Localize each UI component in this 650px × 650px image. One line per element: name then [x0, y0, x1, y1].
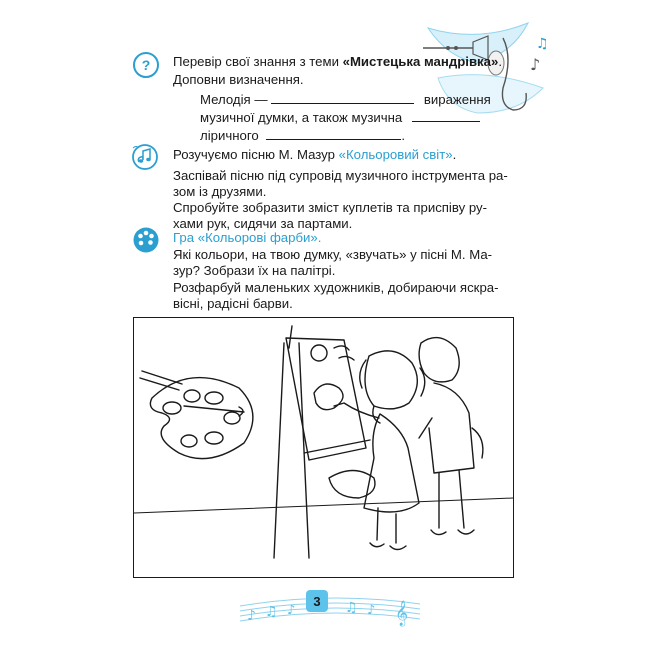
svg-text:♫: ♫ [345, 600, 358, 616]
girl-drawing [329, 351, 425, 550]
definition-line2: музичної думки, а також музична [200, 109, 480, 126]
section2-paragraph1-line2: зом із друзями. [173, 184, 267, 199]
section1-line1: Перевір свої знання з теми «Мистецька мандрівка». [173, 54, 502, 69]
svg-text:♪: ♪ [530, 55, 541, 74]
definition-line1: Мелодія — вираження [200, 92, 491, 107]
section2-paragraph2-line1: Спробуйте зобразити зміст куплетів та приспіву ру- [173, 200, 488, 215]
section3-line4: вісні, радісні барви. [173, 296, 293, 311]
svg-text:♫: ♫ [265, 604, 278, 620]
easel-drawing [274, 326, 370, 558]
answer-blank-2[interactable] [412, 109, 480, 122]
answer-blank-3[interactable] [266, 127, 401, 140]
answer-blank-1[interactable] [271, 91, 414, 104]
footer-music-staff-decoration [235, 586, 425, 630]
section2-paragraph1-line1: Заспівай пісню під супровід музичного інструмента ра- [173, 168, 508, 183]
section3-line2: зур? Зобрази їх на палітрі. [173, 263, 336, 278]
section2-title: Розучуємо пісню М. Мазур «Кольоровий світ». [173, 147, 457, 162]
treble-clef-icon: 𝄞 [395, 601, 409, 626]
question-mark-icon: ? [133, 52, 159, 78]
section2-paragraph2-line2: хами рук, сидячи за партами. [173, 216, 353, 231]
paint-palette-icon [132, 226, 160, 254]
palette-drawing [140, 371, 253, 459]
children-painting-drawing [134, 318, 513, 577]
svg-text:♪: ♪ [247, 608, 256, 624]
svg-text:♫: ♫ [536, 36, 549, 52]
svg-text:♪: ♪ [287, 603, 296, 618]
boy-drawing [419, 338, 483, 535]
section3-title: Гра «Кольорові фарби». [173, 230, 322, 245]
section1-line2: Доповни визначення. [173, 72, 304, 87]
coloring-illustration[interactable] [133, 317, 514, 578]
section3-line1: Які кольори, на твою думку, «звучать» у пісні М. Ма- [173, 247, 493, 262]
music-notes-icon [130, 142, 160, 172]
definition-line3: ліричного . [200, 128, 406, 143]
svg-text:♪: ♪ [367, 603, 376, 618]
section3-line3: Розфарбуй маленьких художників, добираючи яскра- [173, 280, 499, 295]
page-number-badge: 3 [306, 590, 328, 612]
